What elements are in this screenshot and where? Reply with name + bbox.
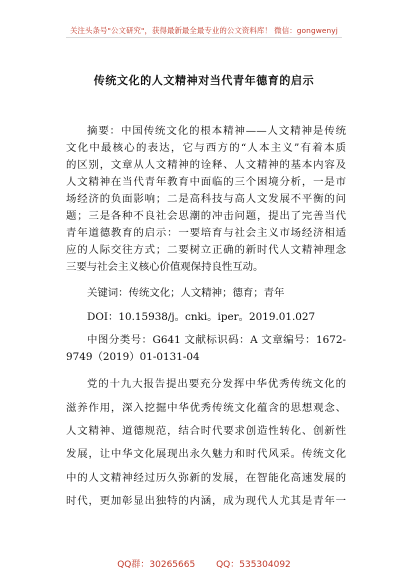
body-line: 中的人文精神经过历久弥新的发展，在智能化高速发展的 bbox=[66, 472, 346, 484]
footer-contact bbox=[0, 557, 408, 570]
header-divider bbox=[66, 37, 342, 38]
body-line: 滋养作用，深入挖掘中华优秀传统文化蕴含的思想观念、 bbox=[66, 402, 346, 414]
classification-line: 中图分类号：G641 文献标识码：A 文章编号：1672- bbox=[87, 334, 346, 346]
keywords: 关键词：传统文化；人文精神；德育；青年 bbox=[87, 287, 285, 299]
abstract-line: 青年道德教育的启示：一要培育与社会主义市场经济相适 bbox=[66, 227, 346, 239]
body-line: 人文精神、道德规范，结合时代要求创造性转化、创新性 bbox=[66, 425, 346, 437]
abstract-line: 摘要：中国传统文化的根本精神——人文精神是传统 bbox=[87, 125, 346, 137]
abstract-line: 三要与社会主义核心价值观保持良性互动。 bbox=[66, 261, 264, 273]
abstract-line: 的区别，文章从人文精神的诠释、人文精神的基本内容及 bbox=[66, 159, 346, 171]
doi: DOI：10.15938/j。cnki。iper。2019.01.027 bbox=[87, 311, 316, 323]
abstract-line: 场经济的负面影响；二是高科技与高人文发展不平衡的问 bbox=[66, 193, 346, 205]
body-line: 发展，让中华文化展现出永久魅力和时代风采。传统文化 bbox=[66, 448, 346, 460]
header-banner: 关注头条号"公文研究"，获得最新最全最专业的公文资料库！ 微信：gongwenyj bbox=[70, 26, 338, 35]
classification-line: 9749（2019）01-0131-04 bbox=[66, 351, 200, 363]
document-title: 传统文化的人文精神对当代青年德育的启示 bbox=[93, 74, 315, 87]
abstract-line: 题；三是各种不良社会思潮的冲击问题，提出了完善当代 bbox=[66, 210, 346, 222]
abstract-line: 应的人际交往方式；二要树立正确的新时代人文精神理念 bbox=[66, 244, 346, 256]
qq-group: QQ群：30265665 bbox=[117, 560, 196, 570]
qq-number: QQ：535304092 bbox=[216, 560, 291, 570]
body-line: 时代，更加彰显出独特的内涵，成为现代人尤其是青年一 bbox=[66, 495, 346, 507]
abstract-line: 文化中最核心的表达，它与西方的“人本主义”有着本质 bbox=[66, 142, 346, 154]
body-line: 党的十九大报告提出要充分发挥中华优秀传统文化的 bbox=[87, 378, 346, 390]
abstract-line: 人文精神在当代青年教育中面临的三个困境分析，一是市 bbox=[66, 176, 346, 188]
